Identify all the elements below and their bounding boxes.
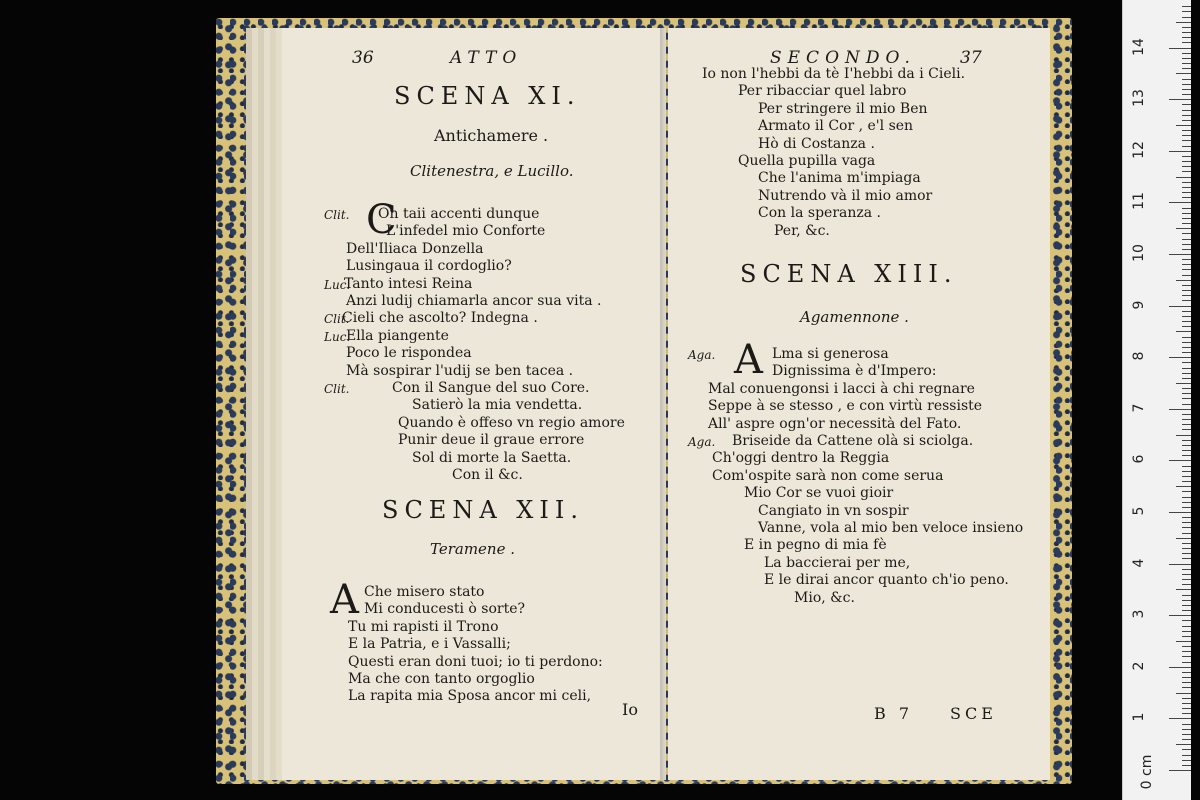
- ruler-tick: [1182, 32, 1191, 33]
- ruler-tick: [1182, 749, 1191, 750]
- ruler-number: 2: [1131, 661, 1147, 671]
- ruler-tick: [1182, 156, 1191, 157]
- verse-line: Tanto intesi Reina: [344, 275, 473, 292]
- ruler-tick: [1169, 254, 1191, 255]
- ruler-tick: [1182, 605, 1191, 606]
- ruler-tick: [1176, 22, 1191, 23]
- ruler-number: 6: [1131, 454, 1147, 464]
- ruler-tick: [1182, 703, 1191, 704]
- ruler-tick: [1182, 182, 1191, 183]
- ruler-tick: [1182, 218, 1191, 219]
- ruler-tick: [1182, 698, 1191, 699]
- ruler-number: 14: [1131, 37, 1147, 56]
- ruler-tick: [1182, 223, 1191, 224]
- ruler-tick: [1182, 414, 1191, 415]
- ruler-tick: [1182, 522, 1191, 523]
- ruler-tick: [1182, 734, 1191, 735]
- verse-line: E le dirai ancor quanto ch'io peno.: [764, 572, 1009, 589]
- ruler-tick: [1182, 42, 1191, 43]
- ruler-tick: [1182, 672, 1191, 673]
- verse-line: Briseide da Cattene olà si sciolga.: [732, 433, 974, 449]
- ruler-number: 3: [1131, 609, 1147, 619]
- ruler-tick: [1182, 558, 1191, 559]
- verse-line: Ella piangente: [346, 327, 449, 344]
- ruler-tick: [1182, 53, 1191, 54]
- scene-11-setting: Antichamere .: [434, 126, 549, 145]
- left-page-number: 36: [352, 48, 374, 68]
- ruler-tick: [1182, 316, 1191, 317]
- ruler-tick: [1182, 368, 1191, 369]
- scene-11-drop-cap: C: [366, 197, 397, 243]
- ruler-tick: [1182, 192, 1191, 193]
- ruler-tick: [1182, 569, 1191, 570]
- scene-13-drop-cap: A: [734, 337, 763, 383]
- ruler-number: 10: [1131, 244, 1147, 262]
- ruler-tick: [1176, 228, 1191, 229]
- ruler-tick: [1182, 419, 1191, 420]
- ruler-tick: [1169, 460, 1191, 461]
- ruler-tick: [1176, 383, 1191, 384]
- verse-line: Tu mi rapisti il Trono: [348, 618, 499, 635]
- left-page: [282, 28, 666, 780]
- ruler-tick: [1182, 197, 1191, 198]
- ruler-tick: [1182, 161, 1191, 162]
- ruler-tick: [1182, 662, 1191, 663]
- verse-line: Dignissima è d'Impero:: [772, 363, 937, 380]
- ruler-tick: [1182, 290, 1191, 291]
- ruler-tick: [1169, 770, 1191, 771]
- right-page: [668, 28, 1050, 780]
- verse-line: Nutrendo và il mio amor: [758, 187, 933, 204]
- verse-line: Anzi ludij chiamarla ancor sua vita .: [346, 293, 602, 309]
- ruler-tick: [1182, 507, 1191, 508]
- ruler-tick: [1182, 6, 1191, 7]
- ruler-tick: [1182, 37, 1191, 38]
- ruler-tick: [1182, 362, 1191, 363]
- ruler-tick: [1182, 388, 1191, 389]
- verse-line: Con il &c.: [452, 467, 523, 483]
- ruler-number: 12: [1131, 140, 1147, 159]
- ruler-tick: [1182, 729, 1191, 730]
- verse-line: Armato il Cor , e'l sen: [758, 118, 914, 135]
- ruler-tick: [1176, 177, 1191, 178]
- ruler-tick: [1182, 533, 1191, 534]
- left-catchword: Io: [622, 700, 638, 719]
- ruler-number: 4: [1131, 558, 1147, 568]
- speaker-label: Clit.: [324, 312, 350, 327]
- ruler-tick: [1182, 626, 1191, 627]
- ruler-tick: [1169, 718, 1191, 719]
- verse-line: Per stringere il mio Ben: [758, 100, 928, 117]
- ruler-tick: [1176, 331, 1191, 332]
- verse-line: Hò di Costanza .: [758, 135, 875, 152]
- ruler-tick: [1182, 424, 1191, 425]
- right-signature-mark: B 7: [874, 704, 914, 723]
- ruler-tick: [1176, 280, 1191, 281]
- ruler-tick: [1169, 151, 1191, 152]
- ruler-tick: [1182, 631, 1191, 632]
- ruler-tick: [1182, 471, 1191, 472]
- ruler-tick: [1182, 687, 1191, 688]
- right-page-number: 37: [960, 48, 982, 68]
- ruler-tick: [1182, 404, 1191, 405]
- verse-line: La rapita mia Sposa ancor mi celi,: [348, 688, 592, 705]
- right-catchword: SCE: [950, 704, 997, 723]
- ruler-tick: [1182, 739, 1191, 740]
- ruler-tick: [1169, 409, 1191, 410]
- ruler-tick: [1182, 398, 1191, 399]
- ruler-tick: [1182, 94, 1191, 95]
- ruler-tick: [1182, 646, 1191, 647]
- verse-line: Mà sospirar l'udij se ben tacea .: [346, 362, 574, 379]
- ruler-tick: [1182, 455, 1191, 456]
- ruler-tick: [1182, 445, 1191, 446]
- speaker-label: Luc.: [324, 329, 351, 344]
- speaker-label: Clit.: [324, 382, 350, 396]
- ruler-tick: [1169, 202, 1191, 203]
- ruler-tick: [1169, 48, 1191, 49]
- ruler-tick: [1182, 120, 1191, 121]
- scene-12-drop-cap: A: [330, 577, 359, 623]
- verse-line: Punir deue il graue errore: [398, 432, 585, 449]
- ruler-tick: [1169, 667, 1191, 668]
- verse-line: Per, &c.: [774, 222, 830, 239]
- ruler-tick: [1182, 450, 1191, 451]
- ruler-tick: [1182, 600, 1191, 601]
- left-running-header: ATTO: [450, 48, 523, 68]
- ruler-tick: [1182, 682, 1191, 683]
- ruler-tick: [1182, 491, 1191, 492]
- ruler-tick: [1182, 17, 1191, 18]
- verse-line: Com'ospite sarà non come serua: [712, 467, 944, 484]
- scene-11-characters: Clitenestra, e Lucillo.: [410, 162, 574, 180]
- ruler-tick: [1182, 208, 1191, 209]
- ruler-tick: [1182, 285, 1191, 286]
- ruler-tick: [1169, 564, 1191, 565]
- verse-line: Mio, &c.: [794, 589, 855, 606]
- ruler-tick: [1182, 502, 1191, 503]
- ruler-tick: [1182, 765, 1191, 766]
- ruler-tick: [1182, 347, 1191, 348]
- ruler-tick: [1182, 543, 1191, 544]
- ruler-tick: [1182, 584, 1191, 585]
- ruler-tick: [1182, 244, 1191, 245]
- ruler-tick: [1182, 760, 1191, 761]
- ruler-tick: [1182, 677, 1191, 678]
- speaker-label: Luc.: [324, 277, 351, 292]
- ruler-tick: [1182, 553, 1191, 554]
- ruler-tick: [1182, 84, 1191, 85]
- ruler-tick: [1182, 300, 1191, 301]
- verse-line: L'infedel mio Conforte: [386, 223, 546, 240]
- verse-line: Lma si generosa: [772, 346, 889, 362]
- ruler-tick: [1176, 744, 1191, 745]
- verse-line: All' aspre ogn'or necessità del Fato.: [708, 415, 962, 432]
- ruler-tick: [1182, 440, 1191, 441]
- ruler-tick: [1182, 58, 1191, 59]
- ruler-number: 5: [1131, 506, 1147, 516]
- scene-12-title: SCENA XII.: [382, 496, 584, 524]
- verse-line: Per ribacciar quel labro: [738, 83, 907, 100]
- ruler-tick: [1182, 610, 1191, 611]
- verse-line: Cangiato in vn sospir: [758, 502, 909, 519]
- ruler-tick: [1182, 110, 1191, 111]
- ruler-number: 1: [1131, 712, 1147, 722]
- speaker-label: Clit.: [324, 208, 350, 222]
- ruler-tick: [1182, 636, 1191, 637]
- ruler-tick: [1182, 11, 1191, 12]
- verse-line: Dell'Iliaca Donzella: [346, 240, 484, 257]
- ruler-tick: [1182, 140, 1191, 141]
- verse-line: Ma che con tanto orgoglio: [348, 671, 535, 687]
- ruler-unit-label: 0 cm: [1139, 754, 1155, 790]
- ruler-tick: [1182, 171, 1191, 172]
- ruler-tick: [1182, 89, 1191, 90]
- ruler-tick: [1176, 589, 1191, 590]
- verse-line: Mal conuengonsi i lacci à chi regnare: [708, 380, 975, 397]
- ruler-tick: [1182, 213, 1191, 214]
- ruler-tick: [1182, 342, 1191, 343]
- ruler-tick: [1176, 538, 1191, 539]
- verse-line: La baccierai per me,: [764, 554, 911, 571]
- ruler-tick: [1182, 269, 1191, 270]
- ruler-tick: [1182, 708, 1191, 709]
- ruler-tick: [1182, 352, 1191, 353]
- scene-12-characters: Teramene .: [430, 540, 516, 558]
- ruler-tick: [1182, 651, 1191, 652]
- ruler-tick: [1182, 79, 1191, 80]
- verse-line: Satierò la mia vendetta.: [412, 397, 583, 414]
- ruler-tick: [1176, 641, 1191, 642]
- ruler-tick: [1182, 295, 1191, 296]
- ruler-tick: [1182, 239, 1191, 240]
- verse-line: Mi conducesti ò sorte?: [364, 601, 525, 618]
- verse-line: Sol di morte la Saetta.: [412, 449, 572, 466]
- verse-line: Che l'anima m'impiaga: [758, 170, 921, 187]
- verse-line: Ch'oggi dentro la Reggia: [712, 450, 890, 467]
- ruler-tick: [1182, 311, 1191, 312]
- ruler-tick: [1182, 130, 1191, 131]
- ruler-tick: [1182, 724, 1191, 725]
- verse-line: Lusingaua il cordoglio?: [346, 258, 512, 275]
- ruler-tick: [1182, 497, 1191, 498]
- ruler-tick: [1182, 233, 1191, 234]
- ruler-tick: [1169, 615, 1191, 616]
- ruler-tick: [1182, 321, 1191, 322]
- ruler-tick: [1182, 115, 1191, 116]
- verse-line: Cieli che ascolto? Indegna .: [342, 310, 538, 327]
- scene-13-characters: Agamennone .: [800, 308, 909, 326]
- ruler-tick: [1169, 99, 1191, 100]
- ruler-tick: [1176, 486, 1191, 487]
- verse-line: Questi eran doni tuoi; io ti perdono:: [348, 653, 603, 670]
- ruler-tick: [1182, 326, 1191, 327]
- ruler-tick: [1176, 435, 1191, 436]
- ruler-number: 8: [1131, 351, 1147, 361]
- ruler-tick: [1182, 574, 1191, 575]
- ruler-tick: [1182, 373, 1191, 374]
- ruler-tick: [1182, 264, 1191, 265]
- ruler-tick: [1182, 755, 1191, 756]
- speaker-label: Aga.: [688, 435, 716, 449]
- verse-line: Poco le rispondea: [346, 345, 472, 362]
- ruler-tick: [1182, 337, 1191, 338]
- ruler-tick: [1182, 187, 1191, 188]
- verse-line: Che misero stato: [364, 584, 485, 600]
- verse-line: Con il Sangue del suo Core.: [392, 380, 590, 396]
- ruler-tick: [1182, 466, 1191, 467]
- ruler-tick: [1182, 63, 1191, 64]
- ruler-number: 13: [1131, 89, 1147, 108]
- verse-line: E in pegno di mia fè: [744, 537, 887, 554]
- verse-line: Vanne, vola al mio ben veloce insieno: [758, 520, 1024, 536]
- ruler-tick: [1182, 27, 1191, 28]
- ruler-tick: [1182, 579, 1191, 580]
- ruler-tick: [1182, 620, 1191, 621]
- speaker-label: Aga.: [688, 348, 716, 362]
- ruler-tick: [1176, 125, 1191, 126]
- ruler-tick: [1182, 656, 1191, 657]
- ruler-number: 7: [1131, 403, 1147, 413]
- ruler-tick: [1169, 306, 1191, 307]
- ruler-tick: [1182, 481, 1191, 482]
- verse-line: Quella pupilla vaga: [738, 153, 876, 169]
- ruler-tick: [1182, 68, 1191, 69]
- ruler-tick: [1182, 517, 1191, 518]
- right-running-header: SECONDO.: [770, 48, 916, 68]
- verse-line: Mio Cor se vuoi gioir: [744, 485, 894, 502]
- measurement-ruler: [1122, 0, 1191, 800]
- ruler-tick: [1169, 512, 1191, 513]
- ruler-tick: [1182, 429, 1191, 430]
- ruler-tick: [1182, 166, 1191, 167]
- verse-line: On taii accenti dunque: [378, 206, 540, 222]
- ruler-tick: [1169, 357, 1191, 358]
- ruler-tick: [1182, 259, 1191, 260]
- ruler-tick: [1182, 476, 1191, 477]
- ruler-tick: [1182, 135, 1191, 136]
- ruler-tick: [1176, 73, 1191, 74]
- ruler-tick: [1182, 713, 1191, 714]
- ruler-tick: [1182, 595, 1191, 596]
- scene-11-title: SCENA XI.: [394, 82, 581, 110]
- verse-line: Quando è offeso vn regio amore: [398, 414, 625, 431]
- ruler-tick: [1182, 146, 1191, 147]
- ruler-number: 9: [1131, 300, 1147, 310]
- scene-13-title: SCENA XIII.: [740, 260, 958, 288]
- ruler-tick: [1176, 693, 1191, 694]
- verse-line: Con la speranza .: [758, 205, 881, 222]
- ruler-tick: [1182, 393, 1191, 394]
- ruler-tick: [1182, 378, 1191, 379]
- ruler-tick: [1182, 548, 1191, 549]
- verse-line: E la Patria, e i Vassalli;: [348, 636, 511, 653]
- ruler-tick: [1182, 275, 1191, 276]
- ruler-tick: [1182, 104, 1191, 105]
- ruler-tick: [1182, 249, 1191, 250]
- verse-line: Io non l'hebbi da tè I'hebbi da i Cieli.: [702, 66, 966, 82]
- ruler-number: 11: [1131, 192, 1147, 211]
- ruler-tick: [1182, 527, 1191, 528]
- verse-line: Seppe à se stesso , e con virtù ressiste: [708, 398, 983, 415]
